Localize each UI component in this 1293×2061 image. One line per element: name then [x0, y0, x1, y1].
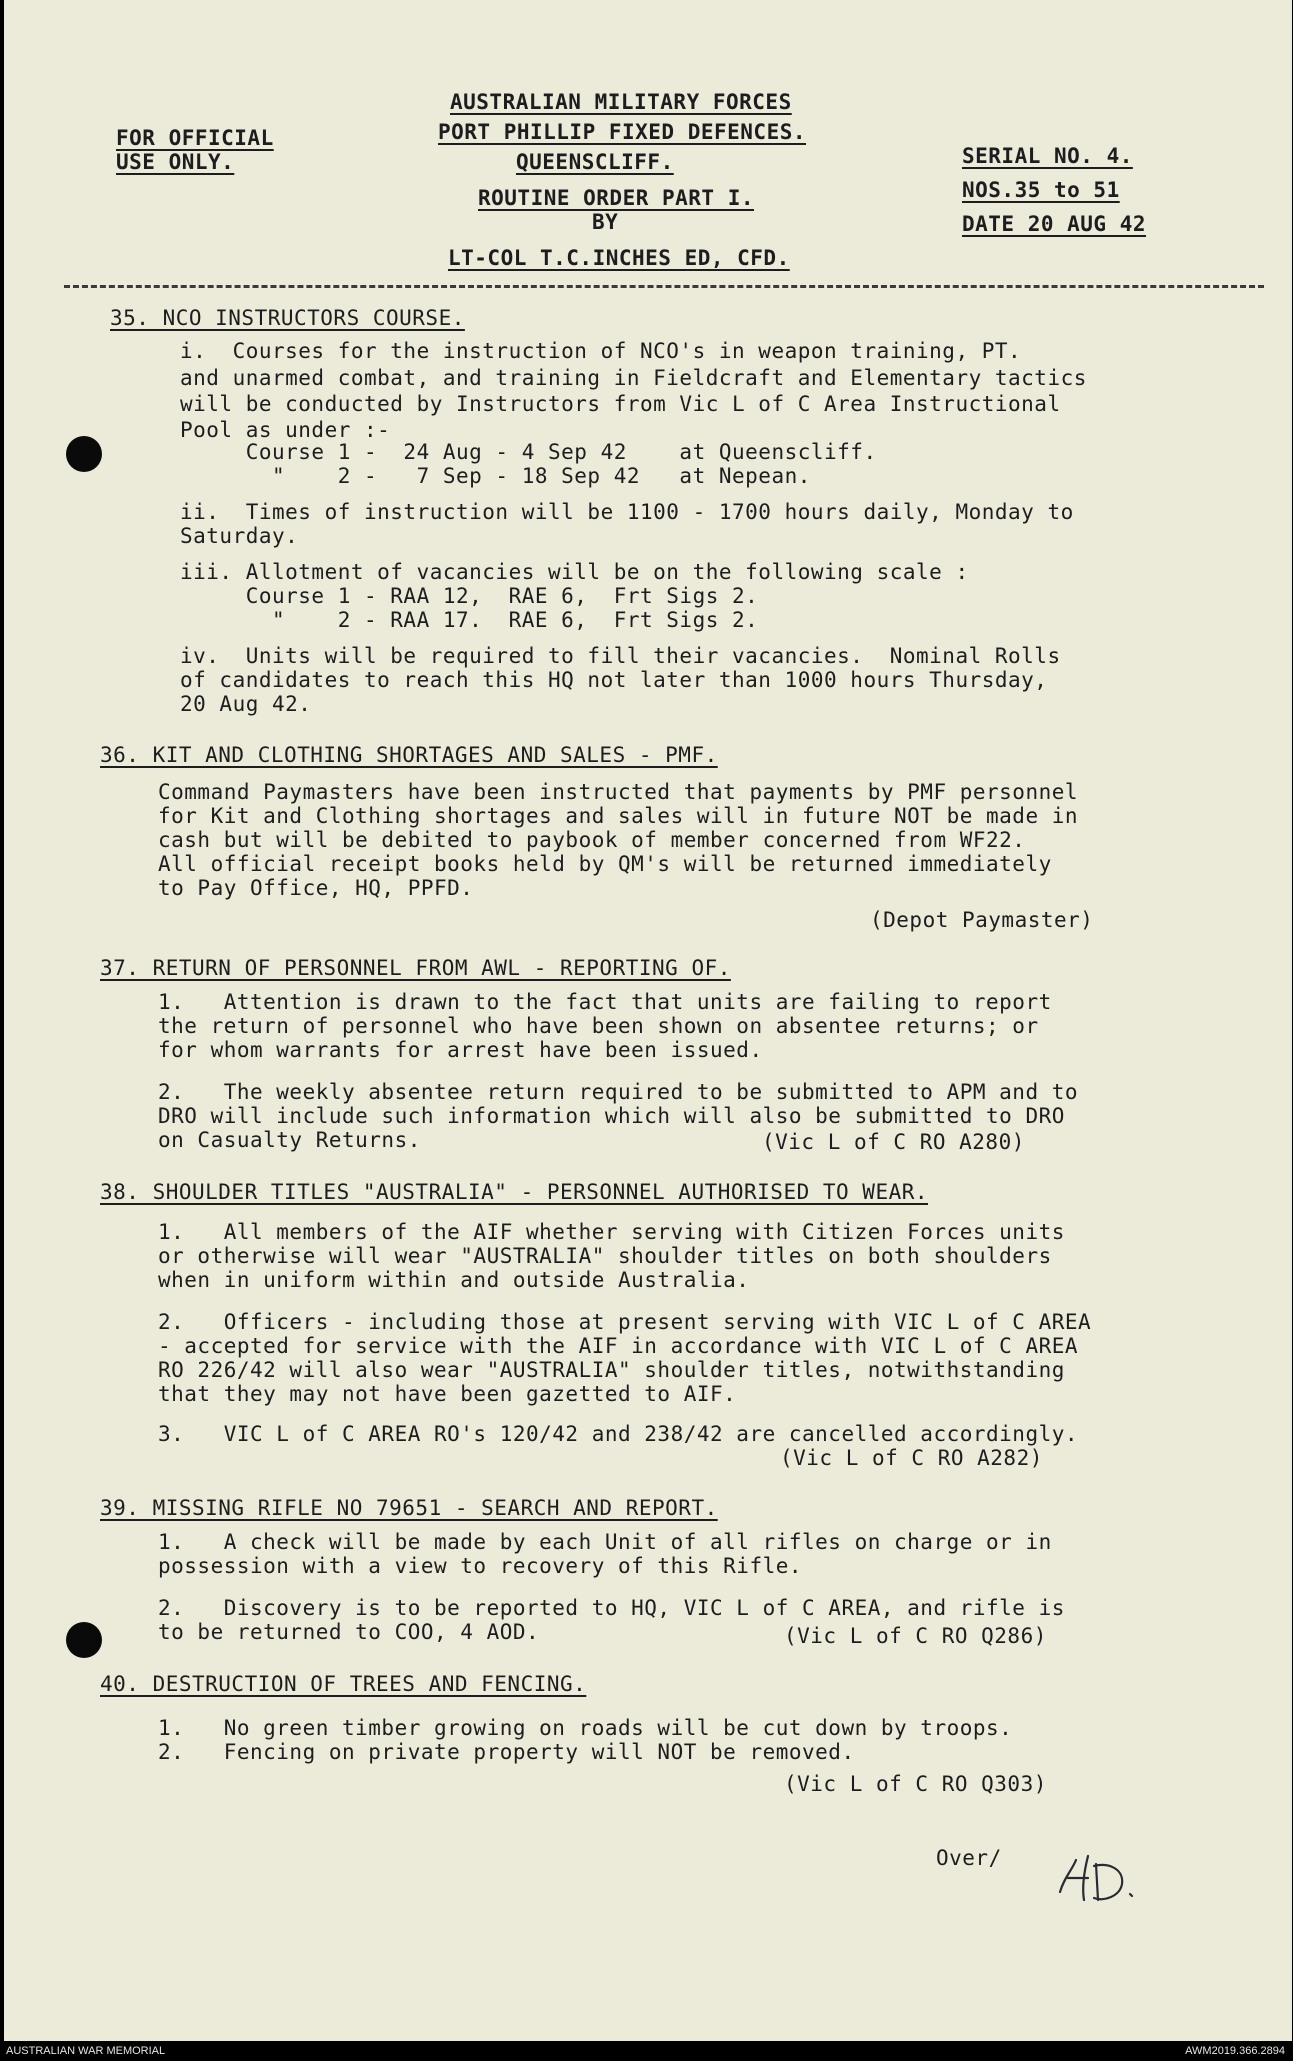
order-38-line: 1. All members of the AIF whether serving with Citizen Forces units	[158, 1220, 1065, 1244]
order-39-line: to be returned to COO, 4 AOD.	[158, 1620, 540, 1644]
punch-hole	[66, 436, 102, 472]
order-36-line: Command Paymasters have been instructed that payments by PMF personnel	[158, 780, 1079, 804]
order-38-line: or otherwise will wear "AUSTRALIA" shoulder titles on both shoulders	[158, 1244, 1052, 1268]
order-37-heading	[100, 956, 731, 980]
order-37-line: 1. Attention is drawn to the fact that units are failing to report	[158, 990, 1052, 1014]
footer-credit: AUSTRALIAN WAR MEMORIAL	[6, 2045, 166, 2057]
header-divider	[64, 285, 1264, 288]
order-heading-text: 38. SHOULDER TITLES "AUSTRALIA" - PERSONNEL AUTHORISED TO WEAR.	[100, 1180, 929, 1204]
order-40-line: 1. No green timber growing on roads will be cut down by troops.	[158, 1716, 1013, 1740]
order-38-line: 3. VIC L of C AREA RO's 120/42 and 238/42 are cancelled accordingly.	[158, 1422, 1079, 1446]
order-37-source: (Vic L of C RO A280)	[762, 1130, 1025, 1154]
order-39-source: (Vic L of C RO Q286)	[784, 1624, 1047, 1648]
order-40-heading	[100, 1672, 586, 1696]
order-35-line: Saturday.	[180, 524, 299, 548]
order-35-line: iii. Allotment of vacancies will be on the following scale :	[180, 560, 969, 584]
organisation-heading: AUSTRALIAN MILITARY FORCES	[450, 90, 792, 114]
order-37-line: the return of personnel who have been shown on absentee returns; or	[158, 1014, 1039, 1038]
punch-hole	[66, 1622, 102, 1658]
order-heading-text: 35. NCO INSTRUCTORS COURSE.	[110, 306, 465, 330]
order-35-line: i. Courses for the instruction of NCO's in weapon training, PT.	[180, 339, 1022, 363]
order-heading-text: 37. RETURN OF PERSONNEL FROM AWL - REPORTING OF.	[100, 956, 731, 980]
unit-heading: PORT PHILLIP FIXED DEFENCES.	[438, 120, 807, 144]
order-35-line: will be conducted by Instructors from Vic L of C Area Instructional	[180, 392, 1061, 416]
order-35-line: and unarmed combat, and training in Fieldcraft and Elementary tactics	[180, 366, 1087, 390]
document-title: ROUTINE ORDER PART I.	[478, 186, 755, 210]
order-38-line: 2. Officers - including those at present serving with VIC L of C AREA	[158, 1310, 1092, 1334]
order-36-line: for Kit and Clothing shortages and sales will in future NOT be made in	[158, 804, 1079, 828]
order-38-line: when in uniform within and outside Australia.	[158, 1268, 750, 1292]
order-36-line: All official receipt books held by QM's will be returned immediately	[158, 852, 1052, 876]
document-page	[4, 0, 1292, 2041]
order-38-line: RO 226/42 will also wear "AUSTRALIA" shoulder titles, notwithstanding	[158, 1358, 1065, 1382]
order-38-line: that they may not have been gazetted to AIF.	[158, 1382, 737, 1406]
order-37-line: DRO will include such information which will also be submitted to DRO	[158, 1104, 1065, 1128]
order-35-allotment-row: " 2 - RAA 17. RAE 6, Frt Sigs 2.	[180, 608, 759, 632]
order-35-line: of candidates to reach this HQ not later than 1000 hours Thursday,	[180, 668, 1048, 692]
order-36-source: (Depot Paymaster)	[870, 908, 1094, 932]
order-35-heading	[110, 306, 465, 330]
order-39-line: possession with a view to recovery of this Rifle.	[158, 1554, 803, 1578]
order-37-line: for whom warrants for arrest have been issued.	[158, 1038, 763, 1062]
order-35-course-row: Course 1 - 24 Aug - 4 Sep 42 at Queenscliff.	[180, 440, 877, 464]
serial-number: SERIAL NO. 4.	[962, 144, 1133, 168]
order-heading-text: 40. DESTRUCTION OF TREES AND FENCING.	[100, 1672, 587, 1696]
order-37-line: on Casualty Returns.	[158, 1128, 421, 1152]
order-35-allotment-row: Course 1 - RAA 12, RAE 6, Frt Sigs 2.	[180, 584, 759, 608]
order-36-heading	[100, 743, 718, 767]
order-35-line: 20 Aug 42.	[180, 692, 312, 716]
order-38-source: (Vic L of C RO A282)	[780, 1446, 1043, 1470]
footer-accession-number: AWM2019.366.2894	[1185, 2045, 1285, 2057]
document-date: DATE 20 AUG 42	[962, 212, 1147, 236]
over-note: Over/	[936, 1846, 1002, 1870]
officer-name: LT-COL T.C.INCHES ED, CFD.	[448, 246, 790, 270]
order-heading-text: 39. MISSING RIFLE NO 79651 - SEARCH AND REPORT.	[100, 1496, 718, 1520]
order-40-source: (Vic L of C RO Q303)	[784, 1772, 1047, 1796]
place-heading: QUEENSCLIFF.	[516, 150, 674, 174]
order-35-line: ii. Times of instruction will be 1100 - 1700 hours daily, Monday to	[180, 500, 1074, 524]
order-35-course-row: " 2 - 7 Sep - 18 Sep 42 at Nepean.	[180, 464, 811, 488]
order-39-heading	[100, 1496, 718, 1520]
order-36-line: cash but will be debited to paybook of member concerned from WF22.	[158, 828, 1026, 852]
order-36-line: to Pay Office, HQ, PPFD.	[158, 876, 474, 900]
order-40-line: 2. Fencing on private property will NOT be removed.	[158, 1740, 855, 1764]
order-38-line: - accepted for service with the AIF in accordance with VIC L of C AREA	[158, 1334, 1079, 1358]
official-use-label-line1: FOR OFFICIAL	[116, 126, 274, 150]
by-label: BY	[592, 210, 619, 234]
order-39-line: 1. A check will be made by each Unit of all rifles on charge or in	[158, 1530, 1052, 1554]
order-39-line: 2. Discovery is to be reported to HQ, VIC L of C AREA, and rifle is	[158, 1596, 1065, 1620]
order-35-line: Pool as under :-	[180, 418, 391, 442]
order-37-line: 2. The weekly absentee return required to be submitted to APM and to	[158, 1080, 1079, 1104]
official-use-label-line2: USE ONLY.	[116, 150, 235, 174]
handwritten-initials	[1054, 1848, 1140, 1908]
order-35-line: iv. Units will be required to fill their vacancies. Nominal Rolls	[180, 644, 1061, 668]
order-heading-text: 36. KIT AND CLOTHING SHORTAGES AND SALES - PMF.	[100, 743, 718, 767]
order-38-heading	[100, 1180, 928, 1204]
order-numbers: NOS.35 to 51	[962, 178, 1120, 202]
